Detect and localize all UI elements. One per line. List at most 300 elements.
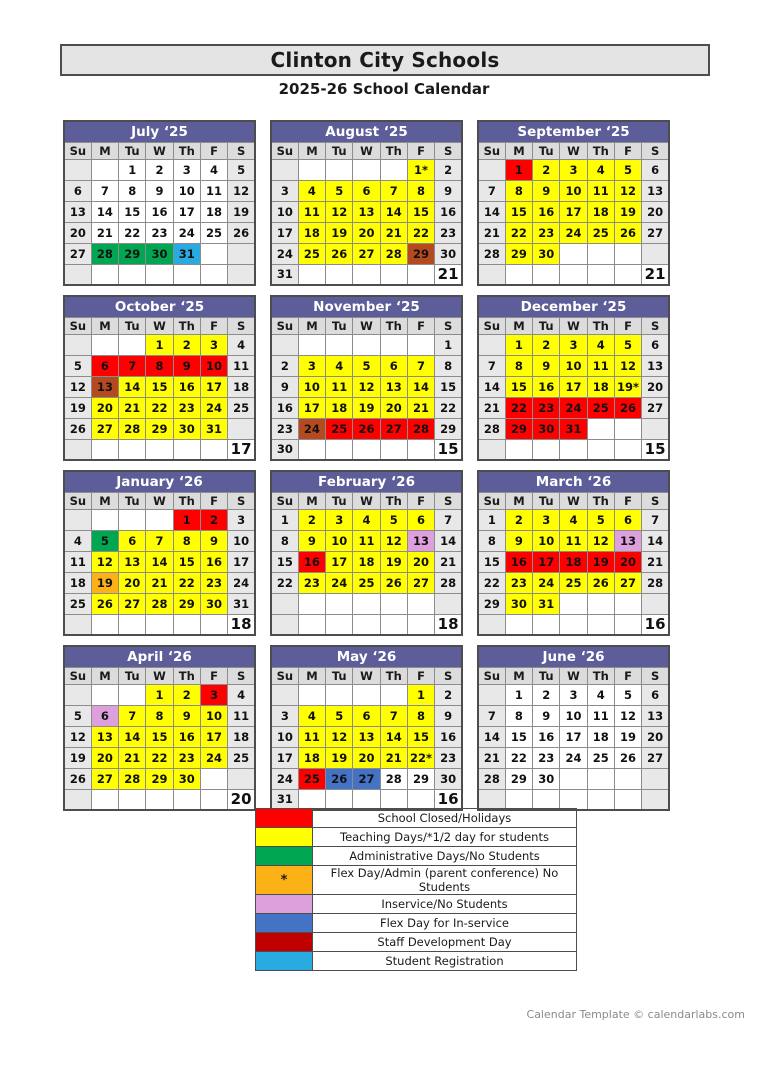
day-cell: 30: [435, 243, 462, 264]
day-cell: 3: [560, 684, 587, 705]
legend-color-swatch: [256, 847, 313, 866]
day-cell: 23: [435, 222, 462, 243]
month-title: December ‘25: [478, 296, 669, 317]
day-cell: 10: [326, 530, 353, 551]
day-of-week-header: W: [560, 142, 587, 159]
day-cell: 20: [642, 376, 669, 397]
day-cell: 26: [380, 572, 407, 593]
day-cell: [533, 439, 560, 460]
monthly-total: 16: [642, 614, 669, 635]
day-cell: [271, 614, 298, 635]
day-cell: 26: [353, 418, 380, 439]
day-cell: 11: [298, 726, 325, 747]
day-cell: 17: [298, 397, 325, 418]
day-cell: [146, 439, 173, 460]
day-cell: 19*: [614, 376, 641, 397]
day-cell: 25: [560, 572, 587, 593]
day-cell: 25: [353, 572, 380, 593]
day-cell: [228, 264, 255, 285]
day-cell: 8: [505, 355, 532, 376]
day-cell: 30: [173, 768, 200, 789]
day-cell: 14: [435, 530, 462, 551]
day-cell: [271, 684, 298, 705]
day-cell: 13: [614, 530, 641, 551]
day-cell: 16: [533, 376, 560, 397]
day-of-week-header: F: [200, 667, 227, 684]
day-cell: [407, 264, 434, 285]
legend-label: Inservice/No Students: [313, 895, 577, 914]
day-cell: 12: [64, 726, 91, 747]
day-cell: 13: [380, 376, 407, 397]
day-cell: [587, 418, 614, 439]
legend-label: School Closed/Holidays: [313, 809, 577, 828]
day-cell: 26: [64, 768, 91, 789]
day-cell: 19: [326, 747, 353, 768]
day-cell: 13: [119, 551, 146, 572]
day-cell: [353, 789, 380, 810]
day-of-week-header: W: [353, 667, 380, 684]
day-cell: [200, 768, 227, 789]
day-cell: 5: [64, 705, 91, 726]
day-cell: 16: [146, 201, 173, 222]
day-cell: 27: [64, 243, 91, 264]
day-cell: 2: [298, 509, 325, 530]
day-cell: 25: [298, 768, 325, 789]
day-of-week-header: Su: [478, 492, 505, 509]
day-cell: [560, 264, 587, 285]
day-cell: [560, 593, 587, 614]
day-cell: 3: [271, 180, 298, 201]
day-cell: 6: [353, 705, 380, 726]
day-cell: [173, 264, 200, 285]
day-cell: 26: [326, 243, 353, 264]
day-cell: 15: [119, 201, 146, 222]
day-cell: [200, 439, 227, 460]
day-cell: 8: [146, 355, 173, 376]
day-cell: 15: [146, 726, 173, 747]
legend-color-swatch: [256, 914, 313, 933]
day-cell: [560, 614, 587, 635]
day-cell: 5: [64, 355, 91, 376]
day-cell: 26: [587, 572, 614, 593]
day-cell: [533, 264, 560, 285]
day-cell: [642, 243, 669, 264]
day-cell: 22: [173, 572, 200, 593]
day-cell: 1*: [407, 159, 434, 180]
month-october: [63, 295, 256, 461]
day-cell: [271, 593, 298, 614]
day-cell: 1: [119, 159, 146, 180]
day-cell: 13: [642, 705, 669, 726]
legend-label: Administrative Days/No Students: [313, 847, 577, 866]
day-cell: 16: [173, 376, 200, 397]
day-cell: [642, 789, 669, 810]
day-of-week-header: S: [642, 667, 669, 684]
day-cell: [478, 264, 505, 285]
day-cell: [353, 334, 380, 355]
day-of-week-header: Su: [271, 142, 298, 159]
day-cell: 9: [533, 355, 560, 376]
day-cell: 22: [271, 572, 298, 593]
legend-label: Student Registration: [313, 952, 577, 971]
day-cell: 19: [614, 201, 641, 222]
day-cell: 9: [146, 180, 173, 201]
day-of-week-header: S: [435, 667, 462, 684]
monthly-total: 21: [642, 264, 669, 285]
day-cell: 11: [64, 551, 91, 572]
day-cell: 24: [200, 397, 227, 418]
day-cell: 27: [119, 593, 146, 614]
legend-color-swatch: [256, 933, 313, 952]
day-of-week-header: Th: [380, 317, 407, 334]
day-cell: 11: [228, 355, 255, 376]
day-cell: 21: [380, 747, 407, 768]
day-cell: 6: [642, 159, 669, 180]
day-cell: 15: [407, 726, 434, 747]
day-cell: 20: [353, 222, 380, 243]
day-cell: 16: [298, 551, 325, 572]
day-cell: [64, 334, 91, 355]
day-cell: 6: [407, 509, 434, 530]
day-cell: 9: [271, 376, 298, 397]
day-cell: 2: [200, 509, 227, 530]
day-cell: [380, 684, 407, 705]
day-cell: 23: [533, 747, 560, 768]
day-cell: 24: [271, 243, 298, 264]
day-cell: 15: [505, 376, 532, 397]
day-cell: 11: [200, 180, 227, 201]
month-september: [477, 120, 670, 286]
legend-color-swatch: [256, 952, 313, 971]
day-cell: [587, 593, 614, 614]
day-cell: 29: [407, 768, 434, 789]
day-cell: 8: [119, 180, 146, 201]
day-of-week-header: Tu: [119, 492, 146, 509]
day-cell: 23: [435, 747, 462, 768]
day-cell: 24: [560, 397, 587, 418]
day-of-week-header: W: [353, 142, 380, 159]
day-cell: [587, 614, 614, 635]
day-cell: 8: [146, 705, 173, 726]
day-cell: [478, 614, 505, 635]
day-cell: 28: [91, 243, 118, 264]
day-cell: 20: [614, 551, 641, 572]
page-title: Clinton City Schools: [270, 48, 500, 72]
day-cell: 29: [146, 768, 173, 789]
day-cell: 16: [505, 551, 532, 572]
day-cell: 14: [380, 201, 407, 222]
day-cell: 5: [326, 180, 353, 201]
day-cell: 9: [533, 180, 560, 201]
day-cell: [614, 593, 641, 614]
day-cell: [353, 159, 380, 180]
day-cell: [353, 264, 380, 285]
day-cell: 30: [533, 768, 560, 789]
legend-label: Flex Day for In-service: [313, 914, 577, 933]
month-title: July ‘25: [64, 121, 255, 142]
legend-row: [256, 895, 577, 914]
month-title: April ‘26: [64, 646, 255, 667]
day-cell: 11: [353, 530, 380, 551]
day-cell: [271, 159, 298, 180]
legend-row: [256, 809, 577, 828]
day-cell: [478, 684, 505, 705]
month-april: [63, 645, 256, 811]
day-cell: 20: [119, 572, 146, 593]
day-cell: [228, 768, 255, 789]
legend-row: [256, 952, 577, 971]
day-cell: 2: [533, 159, 560, 180]
day-cell: 2: [435, 684, 462, 705]
day-cell: 24: [173, 222, 200, 243]
day-of-week-header: Tu: [326, 142, 353, 159]
day-cell: 22: [505, 747, 532, 768]
day-cell: [478, 439, 505, 460]
day-cell: 31: [228, 593, 255, 614]
legend-row: [256, 933, 577, 952]
day-cell: 30: [505, 593, 532, 614]
day-cell: 27: [380, 418, 407, 439]
day-cell: [91, 159, 118, 180]
day-cell: 22: [505, 222, 532, 243]
legend-row: [256, 914, 577, 933]
month-november: [270, 295, 463, 461]
day-of-week-header: F: [407, 667, 434, 684]
day-cell: 4: [200, 159, 227, 180]
day-of-week-header: Th: [587, 142, 614, 159]
legend-table: [255, 808, 577, 971]
day-cell: [200, 264, 227, 285]
day-cell: 17: [200, 376, 227, 397]
day-of-week-header: S: [435, 492, 462, 509]
day-of-week-header: Su: [271, 317, 298, 334]
day-cell: 27: [642, 222, 669, 243]
day-cell: 4: [587, 159, 614, 180]
day-of-week-header: Tu: [326, 492, 353, 509]
day-cell: 21: [435, 551, 462, 572]
day-cell: [587, 789, 614, 810]
day-cell: [91, 614, 118, 635]
day-cell: 18: [587, 376, 614, 397]
day-of-week-header: Th: [173, 317, 200, 334]
legend-row: [256, 847, 577, 866]
day-cell: 22: [407, 222, 434, 243]
day-cell: 1: [173, 509, 200, 530]
day-of-week-header: Su: [64, 317, 91, 334]
day-of-week-header: Tu: [533, 667, 560, 684]
day-cell: 11: [560, 530, 587, 551]
day-of-week-header: W: [146, 142, 173, 159]
calendar-grid: [63, 120, 670, 811]
day-cell: 22: [478, 572, 505, 593]
day-cell: 20: [91, 747, 118, 768]
day-cell: 25: [64, 593, 91, 614]
day-of-week-header: Th: [173, 142, 200, 159]
day-cell: 6: [353, 180, 380, 201]
day-cell: [326, 593, 353, 614]
day-of-week-header: S: [642, 142, 669, 159]
day-cell: 30: [533, 243, 560, 264]
day-of-week-header: Th: [380, 142, 407, 159]
day-of-week-header: S: [642, 317, 669, 334]
day-cell: 22: [119, 222, 146, 243]
day-cell: 10: [271, 726, 298, 747]
day-cell: 21: [380, 222, 407, 243]
day-cell: 23: [533, 222, 560, 243]
day-cell: 24: [200, 747, 227, 768]
day-cell: 26: [326, 768, 353, 789]
day-cell: 2: [146, 159, 173, 180]
school-name-banner: [60, 44, 710, 76]
day-cell: [505, 789, 532, 810]
day-cell: 30: [146, 243, 173, 264]
day-cell: 18: [200, 201, 227, 222]
monthly-total: 16: [435, 789, 462, 810]
day-of-week-header: S: [228, 667, 255, 684]
day-cell: 7: [407, 355, 434, 376]
day-cell: [353, 439, 380, 460]
day-cell: 28: [435, 572, 462, 593]
day-cell: [353, 614, 380, 635]
day-of-week-header: Su: [478, 667, 505, 684]
day-cell: 5: [614, 684, 641, 705]
monthly-total: 18: [435, 614, 462, 635]
day-cell: [326, 614, 353, 635]
day-of-week-header: Tu: [119, 142, 146, 159]
day-cell: 14: [642, 530, 669, 551]
day-cell: 6: [91, 705, 118, 726]
day-cell: 2: [173, 334, 200, 355]
day-cell: 4: [64, 530, 91, 551]
day-cell: 27: [353, 243, 380, 264]
day-cell: 24: [533, 572, 560, 593]
day-cell: 2: [173, 684, 200, 705]
day-cell: 7: [119, 355, 146, 376]
day-cell: 8: [478, 530, 505, 551]
day-cell: 9: [533, 705, 560, 726]
day-cell: 10: [173, 180, 200, 201]
day-cell: 28: [119, 768, 146, 789]
day-cell: 5: [380, 509, 407, 530]
day-cell: 8: [505, 180, 532, 201]
day-cell: 4: [587, 684, 614, 705]
day-of-week-header: F: [614, 667, 641, 684]
month-title: October ‘25: [64, 296, 255, 317]
day-of-week-header: S: [228, 317, 255, 334]
day-cell: [407, 593, 434, 614]
day-cell: [642, 418, 669, 439]
day-cell: 16: [533, 201, 560, 222]
day-of-week-header: S: [228, 142, 255, 159]
day-cell: 7: [119, 705, 146, 726]
day-cell: 13: [91, 376, 118, 397]
day-of-week-header: S: [435, 317, 462, 334]
day-cell: 7: [642, 509, 669, 530]
day-of-week-header: F: [614, 492, 641, 509]
day-of-week-header: W: [560, 667, 587, 684]
day-cell: 2: [533, 684, 560, 705]
day-cell: 7: [478, 705, 505, 726]
day-cell: 29: [505, 768, 532, 789]
day-cell: 1: [271, 509, 298, 530]
day-cell: 31: [200, 418, 227, 439]
day-cell: 11: [587, 705, 614, 726]
day-cell: [587, 264, 614, 285]
day-cell: 3: [298, 355, 325, 376]
day-cell: [407, 614, 434, 635]
day-of-week-header: Th: [173, 492, 200, 509]
day-cell: 25: [587, 747, 614, 768]
day-cell: [119, 789, 146, 810]
day-cell: 12: [228, 180, 255, 201]
monthly-total: 17: [228, 439, 255, 460]
day-cell: 30: [533, 418, 560, 439]
day-of-week-header: W: [560, 492, 587, 509]
day-cell: [326, 439, 353, 460]
day-cell: [505, 264, 532, 285]
day-of-week-header: Tu: [119, 667, 146, 684]
legend-row: [256, 866, 577, 895]
day-cell: 20: [407, 551, 434, 572]
day-cell: [642, 768, 669, 789]
day-cell: 20: [642, 201, 669, 222]
day-of-week-header: Su: [271, 667, 298, 684]
day-cell: [560, 243, 587, 264]
day-cell: [326, 264, 353, 285]
day-cell: 24: [228, 572, 255, 593]
day-of-week-header: Su: [478, 317, 505, 334]
day-cell: 20: [91, 397, 118, 418]
day-cell: 31: [271, 264, 298, 285]
day-cell: [614, 243, 641, 264]
day-cell: 19: [64, 747, 91, 768]
day-of-week-header: Tu: [533, 142, 560, 159]
day-of-week-header: M: [505, 142, 532, 159]
day-cell: 26: [614, 222, 641, 243]
day-cell: 12: [380, 530, 407, 551]
day-of-week-header: M: [505, 492, 532, 509]
day-cell: 14: [146, 551, 173, 572]
day-cell: 2: [505, 509, 532, 530]
day-cell: 30: [173, 418, 200, 439]
day-cell: 16: [173, 726, 200, 747]
month-title: May ‘26: [271, 646, 462, 667]
day-cell: 3: [560, 159, 587, 180]
day-cell: [64, 789, 91, 810]
day-cell: 7: [435, 509, 462, 530]
legend-color-swatch: *: [256, 866, 313, 895]
day-cell: 10: [228, 530, 255, 551]
day-cell: 21: [119, 397, 146, 418]
day-cell: [298, 684, 325, 705]
day-cell: 2: [435, 159, 462, 180]
day-of-week-header: W: [560, 317, 587, 334]
day-cell: 17: [271, 747, 298, 768]
day-cell: [228, 418, 255, 439]
day-cell: 13: [91, 726, 118, 747]
day-cell: 7: [91, 180, 118, 201]
day-cell: 17: [228, 551, 255, 572]
day-cell: 8: [435, 355, 462, 376]
day-cell: 3: [326, 509, 353, 530]
day-cell: 19: [228, 201, 255, 222]
day-cell: 28: [380, 243, 407, 264]
day-of-week-header: Su: [478, 142, 505, 159]
legend-row: [256, 828, 577, 847]
day-cell: 12: [614, 705, 641, 726]
day-cell: [560, 439, 587, 460]
day-cell: 5: [353, 355, 380, 376]
